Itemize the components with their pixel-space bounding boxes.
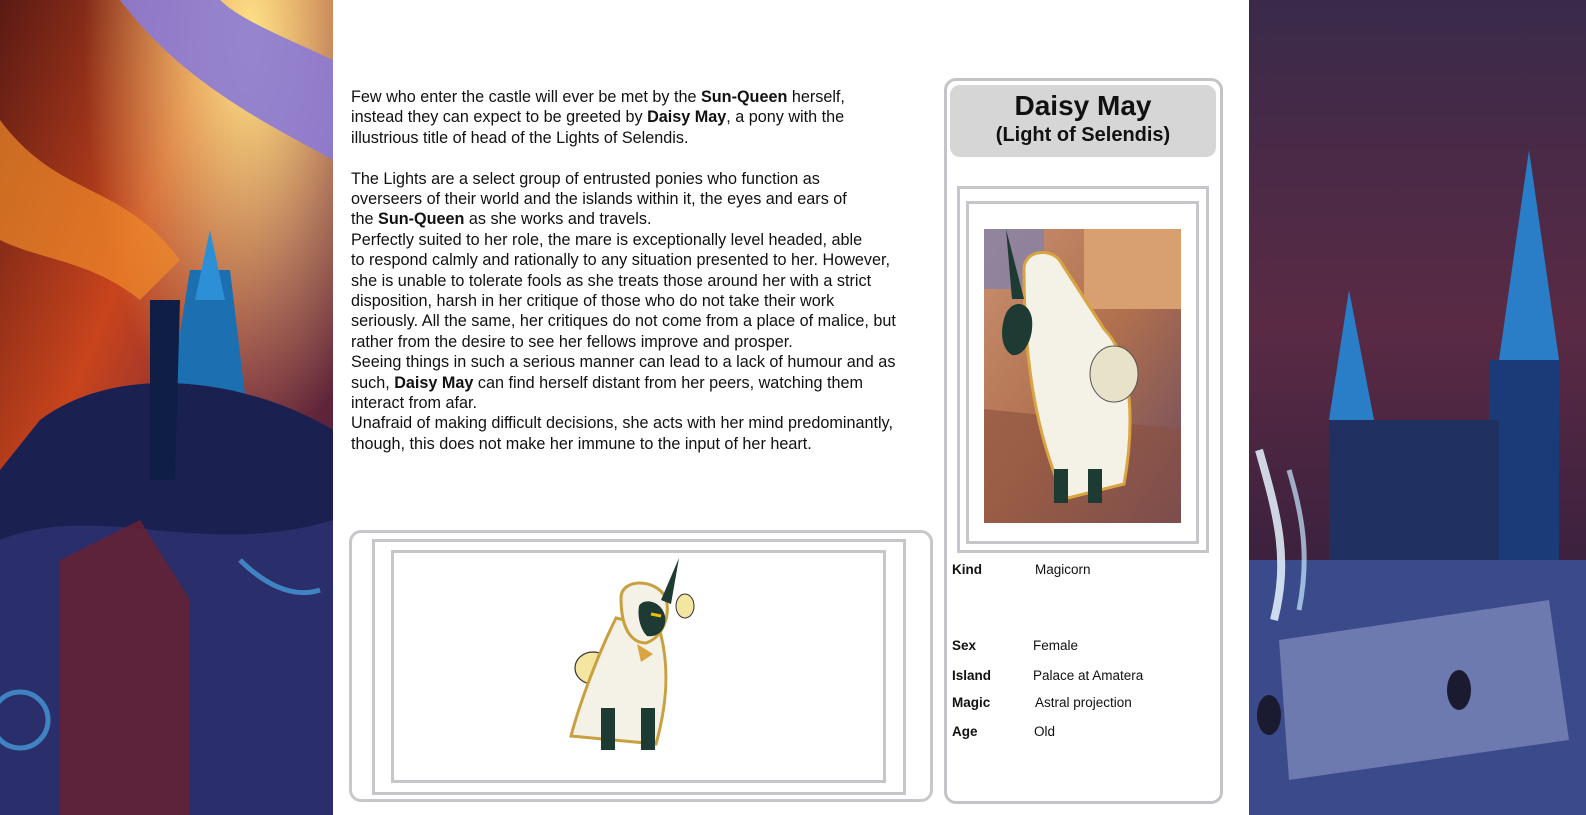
character-portrait	[984, 229, 1181, 523]
bio-paragraph-humour	[351, 352, 931, 413]
bio-text: Seeing things in such a serious manner can lead to a lack of humour and as	[351, 353, 896, 372]
bio-text: such,	[351, 373, 395, 392]
character-reference-art	[561, 558, 711, 758]
bio-text: rather from the desire to see her fellows improve and prosper.	[351, 332, 793, 351]
field-value-sex: Female	[1033, 638, 1079, 653]
character-name: Daisy May	[1014, 90, 1152, 121]
bio-text: instead they can expect to be greeted by	[351, 108, 648, 127]
bio-text: overseers of their world and the islands within it, the eyes and ears of	[351, 190, 847, 209]
bio-text: interact from afar.	[351, 394, 477, 413]
bio-paragraph-decisions	[351, 413, 931, 454]
field-label-magic: Magic	[952, 695, 991, 710]
bio-text: can find herself distant from her peers, watching them	[473, 373, 863, 392]
field-value-magic: Astral projection	[1035, 695, 1132, 710]
left-background-art	[0, 0, 333, 815]
character-title: (Light of Selendis)	[995, 124, 1171, 146]
bio-text: , a pony with the	[726, 108, 845, 127]
field-value-age: Old	[1034, 724, 1056, 739]
bio-text: Unafraid of making difficult decisions, she acts with her mind predominantly,	[351, 414, 893, 433]
bio-text: she is unable to tolerate fools as she treats those around her with a strict	[351, 271, 872, 290]
bio-bold-text: Daisy May	[394, 373, 474, 392]
bio-text: seriously. All the same, her critiques do not come from a place of malice, but	[351, 312, 896, 331]
bio-text: to respond calmly and rationally to any situation presented to her. However,	[351, 251, 890, 270]
bio-paragraph-lights	[351, 169, 931, 230]
field-label-age: Age	[952, 724, 978, 739]
bio-bold-text: Daisy May	[647, 108, 727, 127]
bio-text: as she works and travels.	[464, 210, 652, 229]
bio-text: The Lights are a select group of entrusted ponies who function as	[351, 169, 820, 188]
bio-text: illustrious title of head of the Lights of Selendis.	[351, 128, 689, 147]
field-label-sex: Sex	[952, 638, 977, 653]
bio-paragraph-personality	[351, 230, 931, 352]
field-value-island: Palace at Amatera	[1033, 668, 1144, 683]
bio-text: disposition, harsh in her critique of those who do not take their work	[351, 292, 835, 311]
field-value-kind: Magicorn	[1035, 562, 1091, 577]
character-biography	[351, 87, 931, 454]
bio-text: Perfectly suited to her role, the mare is exceptionally level headed, able	[351, 230, 863, 249]
bio-bold-text: Sun-Queen	[701, 88, 788, 106]
infobox-header	[950, 85, 1216, 157]
field-label-island: Island	[952, 668, 992, 683]
bio-text: though, this does not make her immune to the input of her heart.	[351, 434, 812, 453]
field-label-kind: Kind	[952, 562, 982, 577]
bio-text: the	[351, 210, 379, 229]
bio-paragraph-intro	[351, 87, 931, 148]
bio-text: herself,	[787, 88, 845, 106]
right-background-art	[1249, 0, 1586, 815]
bio-bold-text: Sun-Queen	[378, 210, 465, 229]
bio-text: Few who enter the castle will ever be met by the	[351, 88, 701, 106]
